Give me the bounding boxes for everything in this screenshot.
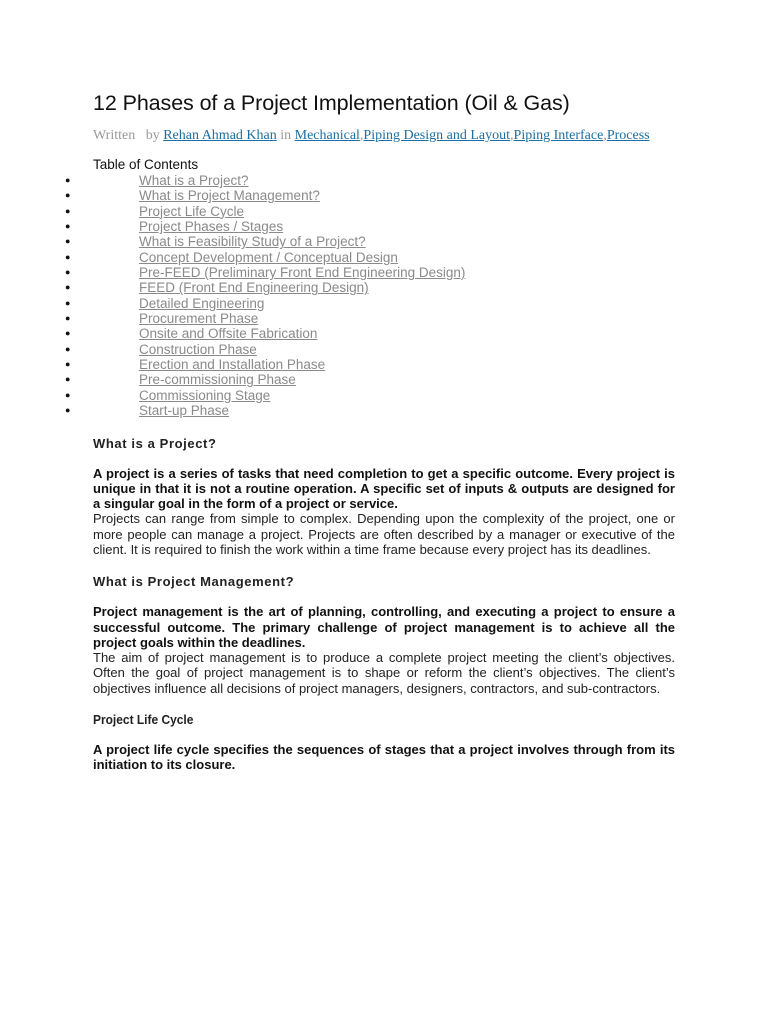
toc-item (65, 357, 675, 373)
toc-link[interactable]: Commissioning Stage (139, 387, 271, 403)
toc-link[interactable]: Project Life Cycle (139, 203, 245, 219)
category-link-process[interactable]: Process (606, 128, 650, 143)
toc-item (65, 203, 675, 219)
table-of-contents (65, 173, 675, 419)
bullet-icon: ● (65, 175, 71, 185)
toc-link[interactable]: Project Phases / Stages (139, 219, 284, 235)
toc-item (65, 188, 675, 204)
toc-link[interactable]: What is a Project? (139, 173, 249, 188)
bullet-icon: ● (65, 405, 71, 416)
toc-item (65, 372, 675, 388)
toc-link[interactable]: Construction Phase (139, 341, 257, 357)
article-meta: Written by Rehan Ahmad Khan in Mechanical,Piping Design and Layout,Piping Interface,Process (93, 128, 650, 143)
toc-link[interactable]: Erection and Installation Phase (139, 357, 326, 373)
category-link-piping-design[interactable]: Piping Design and Layout (363, 128, 511, 143)
section-heading-project: What is a Project? (93, 435, 217, 451)
bullet-icon: ● (65, 343, 71, 354)
toc-item (65, 341, 675, 357)
bullet-icon: ● (65, 374, 71, 385)
toc-item (65, 387, 675, 403)
bullet-icon: ● (65, 221, 71, 232)
project-lead-paragraph: A project is a series of tasks that need completion to get a specific outcome. Every project is unique in that it is not a routine operation. A specific set of inputs & outputs are designed for a singular goal in the form of a project or service. (93, 465, 675, 512)
toc-link[interactable]: What is Feasibility Study of a Project? (139, 234, 366, 250)
toc-heading: Table of Contents (93, 157, 199, 172)
category-link-mechanical[interactable]: Mechanical (294, 128, 360, 143)
toc-item (65, 249, 675, 265)
article (65, 88, 675, 773)
toc-item (65, 403, 675, 419)
toc-link[interactable]: Start-up Phase (139, 403, 230, 419)
toc-item (65, 219, 675, 235)
toc-link[interactable]: Onsite and Offsite Fabrication (139, 326, 318, 342)
project-body-paragraph: Projects can range from simple to complex. Depending upon the complexity of the project, one or more people can manage a project. Projects are often described by a manager or executive of the client. It is required to finish the work within a time frame because every project has its deadlines. (93, 511, 675, 557)
toc-link[interactable]: Detailed Engineering (139, 295, 265, 311)
toc-item (65, 265, 675, 281)
bullet-icon: ● (65, 205, 71, 216)
in-label: in (280, 128, 292, 143)
toc-item (65, 311, 675, 327)
category-link-piping-interface[interactable]: Piping Interface (513, 128, 604, 143)
toc-link[interactable]: Procurement Phase (139, 311, 259, 327)
toc-link[interactable]: Pre-commissioning Phase (139, 372, 296, 388)
toc-item (65, 295, 675, 311)
bullet-icon: ● (65, 359, 71, 370)
lifecycle-lead-paragraph: A project life cycle specifies the sequences of stages that a project involves through from its initiation to its closure. (93, 742, 675, 773)
by-label: by (145, 128, 160, 143)
toc-link[interactable]: Concept Development / Conceptual Design (139, 249, 398, 265)
management-lead-paragraph: Project management is the art of planning, controlling, and executing a project to ensure a successful outcome. The primary challenge of project management is to achieve all the project goals within the deadlines. (93, 604, 675, 650)
toc-item (65, 234, 675, 250)
bullet-icon: ● (65, 267, 71, 278)
bullet-icon: ● (65, 282, 71, 293)
toc-item (65, 280, 675, 296)
written-label: Written (93, 128, 136, 143)
management-body-paragraph: The aim of project management is to produce a complete project meeting the client’s objectives. Often the goal of project management is to shape or reform the client’s objectives. The client’s objectives influence all decisions of project managers, designers, contractors, and sub-contractors. (93, 650, 675, 696)
bullet-icon: ● (65, 236, 71, 247)
article-title: 12 Phases of a Project Implementation (Oil & Gas) (93, 91, 570, 115)
bullet-icon: ● (65, 297, 71, 308)
bullet-icon: ● (65, 313, 71, 324)
author-link[interactable]: Rehan Ahmad Khan (163, 128, 277, 143)
toc-item (65, 326, 675, 342)
toc-link[interactable]: Pre-FEED (Preliminary Front End Engineering Design) (139, 265, 466, 281)
toc-item (65, 173, 675, 188)
toc-link[interactable]: FEED (Front End Engineering Design) (139, 280, 369, 296)
section-heading-lifecycle: Project Life Cycle (93, 712, 194, 728)
section-heading-management: What is Project Management? (93, 574, 295, 590)
bullet-icon: ● (65, 251, 71, 262)
bullet-icon: ● (65, 190, 71, 201)
bullet-icon: ● (65, 389, 71, 400)
bullet-icon: ● (65, 328, 71, 339)
toc-link[interactable]: What is Project Management? (139, 188, 320, 204)
